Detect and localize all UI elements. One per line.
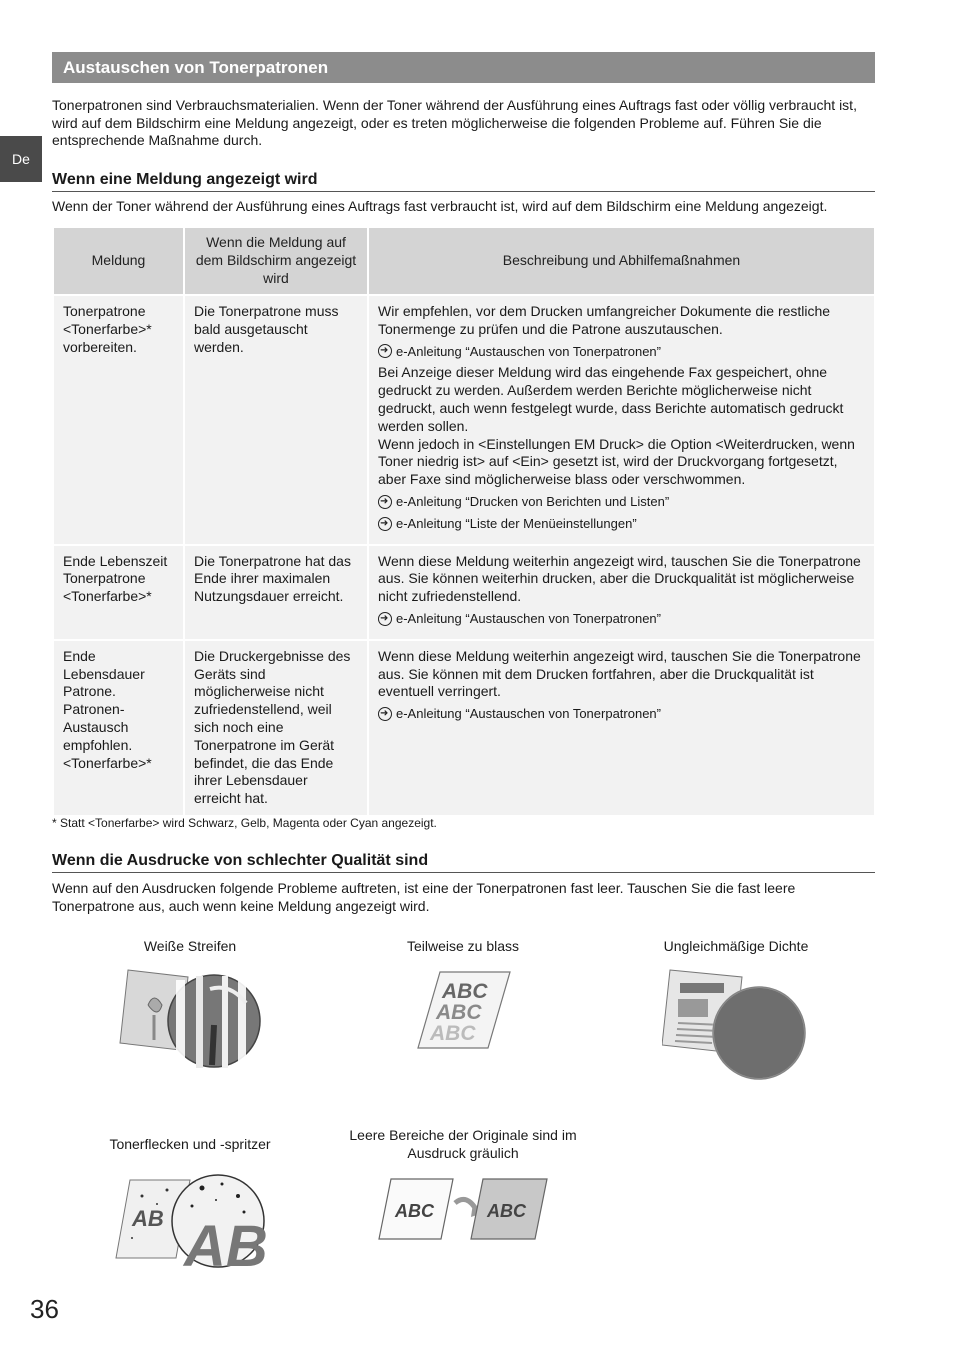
reference-label: e-Anleitung “Drucken von Berichten und Listen” [396, 493, 670, 509]
white-streaks-illustration [118, 965, 268, 1085]
description-text: Wenn diese Meldung weiterhin angezeigt wird, tauschen Sie die Tonerpatrone aus. Sie können mit dem Drucken fortfahren, aber die Druckqualität ist eventuell verringert. [378, 647, 861, 700]
description-text: Wir empfehlen, vor dem Drucken umfangreicher Dokumente die restliche Tonermenge zu prüfen und die Patrone auszutauschen. [378, 303, 831, 337]
reference-label: e-Anleitung “Austauschen von Tonerpatronen” [396, 706, 661, 722]
reference-label: e-Anleitung “Austauschen von Tonerpatronen” [396, 610, 661, 626]
description-text: Wenn diese Meldung weiterhin angezeigt wird, tauschen Sie die Tonerpatrone aus. Sie können weiterhin drucken, aber die Druckqualität ist möglicherweise nicht zufriedenstellend. [378, 552, 861, 605]
cell-description [369, 641, 874, 815]
manual-reference [378, 610, 865, 628]
subheading-print-quality: Wenn die Ausdrucke von schlechter Qualität sind [52, 851, 875, 873]
header-message: Meldung [54, 228, 183, 294]
grey-blank-illustration [375, 1175, 555, 1247]
cell-when: Die Tonerpatrone hat das Ende ihrer maximalen Nutzungsdauer erreicht. [185, 546, 367, 639]
manual-reference [378, 705, 865, 723]
reference-label: e-Anleitung “Liste der Menüeinstellungen” [396, 515, 637, 531]
caption-partly-faint: Teilweise zu blass [406, 938, 520, 954]
caption-white-streaks: Weiße Streifen [143, 938, 237, 954]
footnote: * Statt <Tonerfarbe> wird Schwarz, Gelb, Magenta oder Cyan angezeigt. [52, 816, 437, 830]
arrow-circle-icon [378, 612, 392, 626]
table-row [54, 641, 874, 815]
arrow-circle-icon [378, 344, 392, 358]
ab-large-text: AB [184, 1214, 268, 1273]
table-row [54, 296, 874, 544]
page-number: 36 [30, 1294, 59, 1324]
caption-uneven-density: Ungleichmäßige Dichte [663, 938, 809, 954]
caption-grey-blank: Leere Bereiche der Originale sind im Ausdruck gräulich [349, 1127, 577, 1161]
manual-reference [378, 343, 865, 361]
language-tab: De [0, 136, 42, 182]
cell-message: Ende Lebensdauer Patrone. Patronen-Austausch empfohlen. <Tonerfarbe>* [54, 641, 183, 815]
toner-spots-illustration [112, 1168, 272, 1273]
abc-original-text: ABC [395, 1201, 434, 1221]
section-title: Austauschen von Tonerpatronen [52, 52, 875, 83]
manual-reference [378, 493, 865, 511]
abc-line-2: ABC [436, 1001, 482, 1024]
uneven-density-illustration [662, 965, 812, 1085]
header-description: Beschreibung und Abhilfemaßnahmen [369, 228, 874, 294]
cell-description [369, 296, 874, 544]
message-table [52, 226, 876, 817]
caption-toner-spots: Tonerflecken und -spritzer [109, 1136, 271, 1152]
description-text: Wenn jedoch in <Einstellungen EM Druck> die Option <Weiterdrucken, wenn Toner niedrig ist> auf <Ein> gesetzt ist, wird der Druckvorgang fortgesetzt, aber Faxe sind möglicherweise blass oder verschwommen. [378, 435, 855, 488]
description-text: Bei Anzeige dieser Meldung wird das eingehende Fax gespeichert, ohne gedruckt zu werden. Außerdem werden Berichte möglicherweise nicht gedruckt, auch wenn festgelegt wurde, dass Berichte automatisch gedruckt werden sollen. [378, 364, 844, 434]
cell-when: Die Tonerpatrone muss bald ausgetauscht werden. [185, 296, 367, 544]
partly-faint-illustration [410, 968, 520, 1053]
table-row [54, 546, 874, 639]
cell-message: Tonerpatrone <Tonerfarbe>* vorbereiten. [54, 296, 183, 544]
table-header-row [54, 228, 874, 294]
cell-when: Die Druckergebnisse des Geräts sind möglicherweise nicht zufriedenstellend, weil sich noch eine Tonerpatrone im Gerät befindet, die das Ende ihrer Lebensdauer erreicht hat. [185, 641, 367, 815]
message-intro-text: Wenn der Toner während der Ausführung eines Auftrags fast verbraucht ist, wird auf dem Bildschirm eine Meldung angezeigt. [52, 198, 828, 214]
arrow-circle-icon [378, 495, 392, 509]
print-quality-text: Wenn auf den Ausdrucken folgende Probleme auftreten, ist eine der Tonerpatronen fast leer. Tauschen Sie die fast leere Tonerpatrone aus, auch wenn keine Meldung angezeigt wird. [52, 880, 796, 914]
arrow-circle-icon [378, 707, 392, 721]
subheading-message: Wenn eine Meldung angezeigt wird [52, 170, 875, 192]
abc-line-1: ABC [442, 980, 488, 1003]
abc-line-3: ABC [430, 1022, 476, 1045]
header-when: Wenn die Meldung auf dem Bildschirm angezeigt wird [185, 228, 367, 294]
ab-small-text: AB [132, 1206, 164, 1231]
intro-paragraph: Tonerpatronen sind Verbrauchsmaterialien. Wenn der Toner während der Ausführung eines Auftrags fast oder völlig verbraucht ist, wird auf dem Bildschirm eine Meldung angezeigt, oder es treten möglicherweise die folgenden Probleme auf. Führen Sie die entsprechende Maßnahme durch. [52, 97, 857, 148]
abc-printout-text: ABC [487, 1201, 526, 1221]
cell-message: Ende Lebenszeit Tonerpatrone <Tonerfarbe>* [54, 546, 183, 639]
manual-reference [378, 515, 865, 533]
cell-description [369, 546, 874, 639]
arrow-circle-icon [378, 517, 392, 531]
reference-label: e-Anleitung “Austauschen von Tonerpatronen” [396, 343, 661, 359]
